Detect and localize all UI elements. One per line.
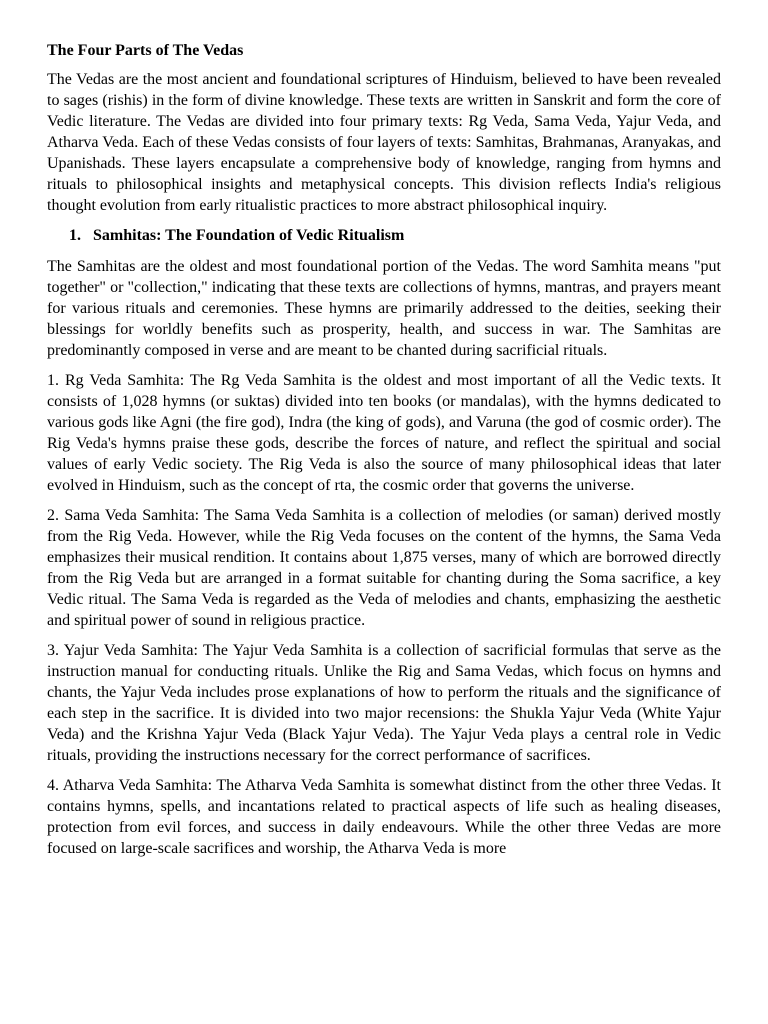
section-heading-text: Samhitas: The Foundation of Vedic Ritualism bbox=[93, 227, 405, 244]
rg-veda-paragraph: 1. Rg Veda Samhita: The Rg Veda Samhita is the oldest and most important of all the Vedic texts. It consists of 1,028 hymns (or suktas) divided into ten books (or mandalas), with the hymns dedicated to various gods like Agni (the fire god), Indra (the king of gods), and Varuna (the god of cosmic order). The Rig Veda's hymns praise these gods, describe the forces of nature, and reflect the spiritual and social values of early Vedic society. The Rig Veda is also the source of many philosophical ideas that later evolved in Hinduism, such as the concept of rta, the cosmic order that governs the universe. bbox=[47, 372, 721, 494]
atharva-veda-paragraph: 4. Atharva Veda Samhita: The Atharva Veda Samhita is somewhat distinct from the other three Vedas. It contains hymns, spells, and incantations related to practical aspects of life such as healing diseases, protection from evil forces, and success in daily endeavours. While the other three Vedas are more focused on large-scale sacrifices and worship, the Atharva Veda is more bbox=[47, 777, 721, 857]
intro-paragraph: The Vedas are the most ancient and foundational scriptures of Hinduism, believed to have been revealed to sages (rishis) in the form of divine knowledge. These texts are written in Sanskrit and form the core of Vedic literature. The Vedas are divided into four primary texts: Rg Veda, Sama Veda, Yajur Veda, and Atharva Veda. Each of these Vedas consists of four layers of texts: Samhitas, Brahmanas, Aranyakas, and Upanishads. These layers encapsulate a comprehensive body of knowledge, ranging from hymns and rituals to philosophical insights and metaphysical concepts. This division reflects India's religious thought evolution from early ritualistic practices to more abstract philosophical inquiry. bbox=[47, 71, 721, 214]
yajur-veda-paragraph: 3. Yajur Veda Samhita: The Yajur Veda Samhita is a collection of sacrificial formulas that serve as the instruction manual for conducting rituals. Unlike the Rig and Sama Vedas, which focus on hymns and chants, the Yajur Veda includes prose explanations of how to perform the rituals and the significance of each step in the sacrifice. It is divided into two major recensions: the Shukla Yajur Veda (White Yajur Veda) and the Krishna Yajur Veda (Black Yajur Veda). The Yajur Veda plays a central role in Vedic rituals, providing the instructions necessary for the correct performance of sacrifices. bbox=[47, 642, 721, 764]
document-page bbox=[47, 40, 721, 868]
section-heading bbox=[47, 225, 721, 246]
document-title: The Four Parts of The Vedas bbox=[47, 42, 244, 59]
samhitas-intro-paragraph: The Samhitas are the oldest and most foundational portion of the Vedas. The word Samhita means "put together" or "collection," indicating that these texts are collections of hymns, mantras, and prayers meant for various rituals and ceremonies. These hymns are primarily addressed to the deities, seeking their blessings for worldly benefits such as prosperity, health, and success in war. The Samhitas are predominantly composed in verse and are meant to be chanted during sacrificial rituals. bbox=[47, 258, 721, 359]
section-number: 1. bbox=[69, 227, 81, 244]
sama-veda-paragraph: 2. Sama Veda Samhita: The Sama Veda Samhita is a collection of melodies (or saman) derived mostly from the Rig Veda. However, while the Rig Veda focuses on the content of the hymns, the Sama Veda emphasizes their musical rendition. It contains about 1,875 verses, many of which are borrowed directly from the Rig Veda but are arranged in a format suitable for chanting during the Soma sacrifice, a key Vedic ritual. The Sama Veda is regarded as the Veda of melodies and chants, emphasizing the aesthetic and spiritual power of sound in religious practice. bbox=[47, 507, 721, 629]
